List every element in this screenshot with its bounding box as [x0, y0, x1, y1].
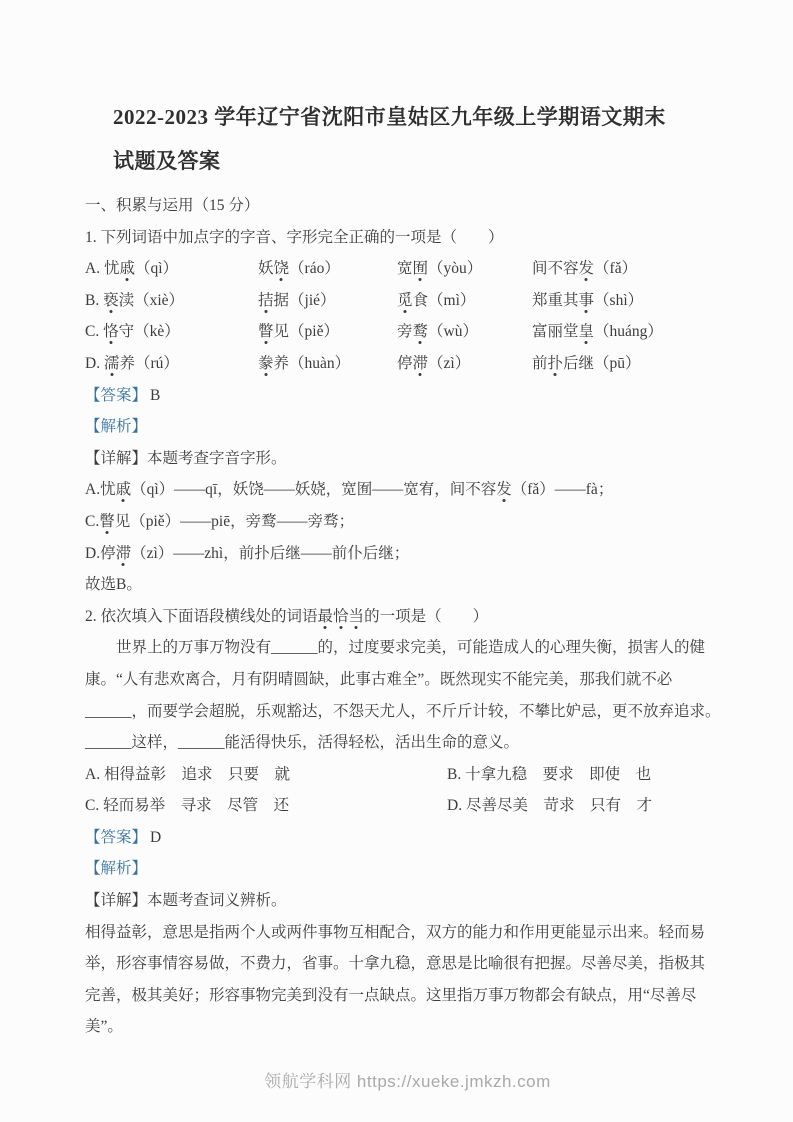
q1-analysis-label: 【解析】 [85, 418, 148, 436]
q2-answer-line [85, 822, 730, 854]
q2-passage-line2: 康。“人有悲欢离合，月有阴晴圆缺，此事古难全”。既然现实不能完美，那我们就不必 [85, 670, 673, 688]
q1-option-b: B. 亵渎（xiè） [85, 291, 185, 309]
q2-detail-line3: 完善，极其美好；形容事物完美到没有一点缺点。这里指万事万物都会有缺点，用“尽善尽 [85, 986, 697, 1004]
q1-answer-value: B [150, 386, 161, 404]
q1-option-row-c [85, 316, 730, 348]
q1-option-a-word2: 妖饶（ráo） [258, 260, 340, 278]
q2-passage [85, 632, 730, 758]
q1-detail-line-a: A.忧戚（qì）——qī，妖饶——妖娆，宽囿——宽宥，间不容发（fǎ）——fà； [85, 481, 614, 499]
q2-analysis-label: 【解析】 [85, 860, 148, 878]
q1-option-row-d [85, 348, 730, 380]
q2-passage-line3: ______，而要学会超脱，乐观豁达，不怨天尤人，不斤斤计较，不攀比妒忌，更不放弃追求。 [85, 702, 721, 720]
q2-passage-line1: 世界上的万事万物没有______的，过度要求完美，可能造成人的心理失衡，损害人的健 [85, 639, 706, 657]
section-heading: 一、积累与运用（15 分） [85, 197, 260, 214]
q1-answer-line [85, 380, 730, 412]
q1-detail-line-d: D.停滞（zì）——zhì，前扑后继——前仆后继； [85, 544, 410, 562]
q1-option-a-word4: 间不容发（fǎ） [532, 260, 638, 278]
q2-detail-line4: 美”。 [85, 1018, 123, 1036]
q1-option-c-word3: 旁鹜（wù） [397, 323, 478, 341]
exam-title-line1: 2022-2023 学年辽宁省沈阳市皇姑区九年级上学期语文期末 [113, 105, 666, 129]
exam-title [85, 95, 730, 183]
q1-option-a-word3: 宽囿（yòu） [397, 260, 483, 278]
q1-option-c: C. 恪守（kè） [85, 323, 180, 341]
q1-option-c-word4: 富丽堂皇（huáng） [532, 323, 663, 341]
q1-option-d-word4: 前扑后继（pū） [532, 354, 641, 372]
q1-option-a: A. 忧戚（qì） [85, 260, 179, 278]
q1-option-d-word3: 停滞（zì） [397, 354, 471, 372]
q1-option-c-word2: 瞥见（piě） [258, 323, 339, 341]
q2-option-b: B. 十拿九稳 要求 即使 也 [447, 765, 652, 783]
q1-option-b-word2: 拮据（jié） [258, 291, 336, 309]
q1-detail-heading: 【详解】本题考查字音字形。 [85, 449, 287, 467]
q2-option-c: C. 轻而易举 寻求 尽管 还 [85, 797, 290, 815]
q2-passage-line4: ______这样，______能活得快乐，活得轻松，活出生命的意义。 [85, 734, 520, 752]
q1-conclusion: 故选B。 [85, 576, 142, 594]
q2-option-row-cd [85, 790, 730, 822]
q1-option-b-word4: 郑重其事（shì） [532, 291, 644, 309]
q2-answer-label: 【答案】 [85, 828, 148, 846]
q1-option-row-b [85, 285, 730, 317]
q2-option-a: A. 相得益彰 追求 只要 就 [85, 765, 290, 783]
q1-answer-label: 【答案】 [85, 386, 148, 404]
exam-title-line2: 试题及答案 [113, 149, 221, 173]
q2-option-row-ab [85, 759, 730, 791]
q1-option-row-a [85, 253, 730, 285]
q1-option-d-word2: 豢养（huàn） [258, 354, 351, 372]
q2-option-d: D. 尽善尽美 苛求 只有 才 [447, 797, 652, 815]
q2-detail-paragraph [85, 917, 730, 1043]
q1-option-b-word3: 觅食（mì） [397, 291, 476, 309]
q2-answer-value: D [150, 828, 162, 846]
q2-detail-line2: 举，形容事情容易做，不费力，省事。十拿九稳，意思是比喻很有把握。尽善尽美，指极其 [85, 955, 706, 973]
q2-detail-line1: 相得益彰，意思是指两个人或两件事物互相配合，双方的能力和作用更能显示出来。轻而易 [85, 923, 706, 941]
q2-stem: 2. 依次填入下面语段横线处的词语最恰当的一项是（ ） [85, 607, 489, 625]
q2-detail-heading: 【详解】本题考查词义辨析。 [85, 892, 287, 910]
exam-body [85, 190, 730, 1092]
footer-watermark: 领航学科网 https://xueke.jmkzh.com [264, 1072, 551, 1092]
q1-detail-line-c: C.瞥见（piě）——piē，旁鹜——旁骛； [85, 512, 355, 530]
q1-option-d: D. 濡养（rú） [85, 354, 179, 372]
q1-stem: 1. 下列词语中加点字的字音、字形完全正确的一项是（ ） [85, 228, 504, 246]
